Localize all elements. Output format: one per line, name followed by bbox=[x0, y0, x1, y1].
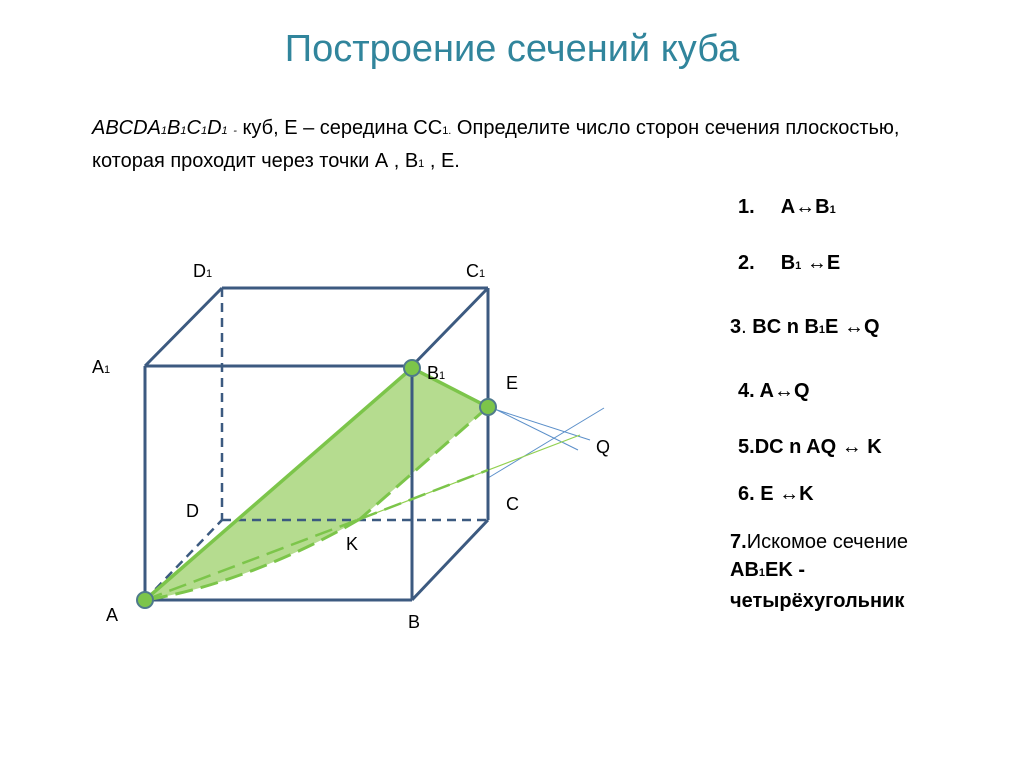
problem-text-3: , Е. bbox=[424, 150, 460, 172]
label-b1: B1 bbox=[427, 363, 446, 383]
step-2: 2. B1 ↔E bbox=[738, 252, 841, 274]
line-b1e-extension bbox=[488, 407, 590, 440]
label-d: D bbox=[186, 501, 199, 521]
step-4: 4. A↔Q bbox=[738, 380, 810, 402]
point-b1 bbox=[404, 360, 420, 376]
label-d1: D1 bbox=[193, 261, 213, 281]
label-b: B bbox=[408, 612, 421, 632]
problem-text-2: Определите число сторон сечения плоскостью, которая проходит через точки А , В bbox=[92, 117, 900, 172]
step-1: 1. A↔B1 bbox=[738, 196, 836, 218]
problem-text-1: куб, Е – середина СС bbox=[242, 117, 443, 139]
label-a: A bbox=[106, 605, 119, 625]
label-k: K bbox=[346, 534, 359, 554]
step-7-conclusion: 7.Искомое сечение AB1EK - четырёхугольник bbox=[730, 531, 909, 612]
label-q: Q bbox=[596, 437, 611, 457]
step-6: 6. E ↔K bbox=[738, 483, 814, 505]
step-3: 3. BC n B1E ↔Q bbox=[730, 316, 880, 338]
section-polygon bbox=[145, 368, 488, 600]
problem-sub-cc: 1. bbox=[442, 125, 452, 137]
label-e: E bbox=[506, 373, 519, 393]
cube-name: ABCDA1B1C1D1 - bbox=[92, 117, 237, 139]
label-c: C bbox=[506, 494, 519, 514]
point-a bbox=[137, 592, 153, 608]
problem-sub-b: 1 bbox=[418, 158, 425, 170]
label-c1: C1 bbox=[466, 261, 486, 281]
line-dc-extension bbox=[488, 408, 604, 478]
point-e bbox=[480, 399, 496, 415]
slide-title: Построение сечений куба bbox=[284, 28, 740, 70]
step-5: 5.DC n AQ ↔ K bbox=[738, 436, 882, 458]
label-a1: A1 bbox=[92, 357, 111, 377]
